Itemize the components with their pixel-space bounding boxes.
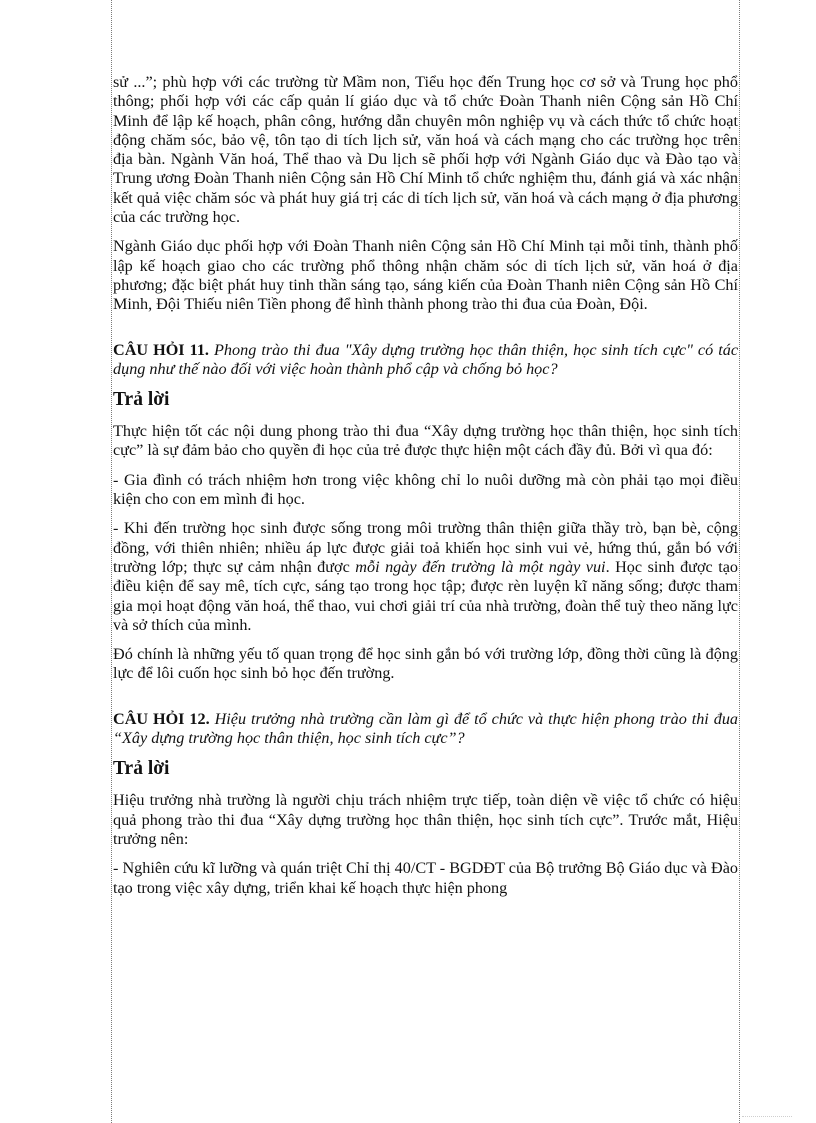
question-text: Phong trào thi đua "Xây dựng trường học thân thiện, học sinh tích cực" có tác dụng như thế nào đối với việc hoàn thành phổ cập và chống bỏ học?	[113, 340, 739, 378]
answer-bullet	[113, 519, 738, 635]
body-paragraph: sử ...”; phù hợp với các trường từ Mầm non, Tiểu học đến Trung học cơ sở và Trung học phổ thông; phối hợp với các cấp quản lí giáo dục và tổ chức Đoàn Thanh niên Cộng sản Hồ Chí Minh để lập kế hoạch, phân công, hướng dẫn chuyên môn nghiệp vụ và cách thức tổ chức hoạt động chăm sóc, bảo vệ, tôn tạo di tích lịch sử, văn hoá và cách mạng cho các trường học trên địa bàn. Ngành Văn hoá, Thể thao và Du lịch sẽ phối hợp với Ngành Giáo dục và Đào tạo và Trung ương Đoàn Thanh niên Cộng sản Hồ Chí Minh tổ chức nghiệm thu, đánh giá và xác nhận kết quả việc chăm sóc và phát huy giá trị các di tích lịch sử, văn hoá và cách mạng ở địa phương của các trường học.	[113, 73, 738, 227]
answer-text: . Học sinh được tạo điều kiện để say mê, tích cực, sáng tạo trong học tập; được rèn luyện kĩ năng sống; được tham gia mọi hoạt động văn hoá, thể thao, vui chơi giải trí của nhà trường, đoàn thể tuỳ theo năng lực và sở thích của mình.	[113, 557, 738, 634]
footer-guide	[742, 1116, 792, 1117]
question-11	[113, 341, 738, 380]
answer-paragraph: Đó chính là những yếu tố quan trọng để học sinh gắn bó với trường lớp, đồng thời cũng là động lực để lôi cuốn học sinh bỏ học đến trường.	[113, 645, 738, 683]
answer-bullet: - Gia đình có trách nhiệm hơn trong việc không chỉ lo nuôi dưỡng mà còn phải tạo mọi điều kiện cho con em mình đi học.	[113, 470, 738, 509]
answer-paragraph: Thực hiện tốt các nội dung phong trào thi đua “Xây dựng trường học thân thiện, học sinh tích cực” là sự đảm bảo cho quyền đi học của trẻ được thực hiện một cách đầy đủ. Bởi vì qua đó:	[113, 422, 738, 460]
answer-text: - Khi đến trường học sinh được sống trong môi trường thân thiện giữa thầy trò, bạn bè, cộng đồng, với thiên nhiên; nhiều áp lực được giải toả khiến học sinh vui vẻ, hứng thú, gắn bó với trường lớp; thực sự cảm nhận được	[113, 519, 738, 576]
answer-bullet: - Nghiên cứu kĩ lưỡng và quán triệt Chỉ thị 40/CT - BGDĐT của Bộ trưởng Bộ Giáo dục và Đào tạo trong việc xây dựng, triển khai kế hoạch thực hiện phong	[113, 859, 738, 897]
document-body	[113, 73, 738, 908]
right-margin-guide	[739, 0, 740, 1123]
answer-italic-text: mỗi ngày đến trường là một ngày vui	[355, 557, 606, 576]
answer-heading: Trả lời	[113, 758, 170, 780]
question-text: Hiệu trưởng nhà trường cần làm gì để tổ chức và thực hiện phong trào thi đua “Xây dựng trường học thân thiện, học sinh tích cực”?	[113, 709, 739, 748]
body-paragraph: Ngành Giáo dục phối hợp với Đoàn Thanh niên Cộng sản Hồ Chí Minh tại mỗi tỉnh, thành phố lập kế hoạch giao cho các trường phổ thông nhận chăm sóc di tích lịch sử, văn hoá ở địa phương; đặc biệt phát huy tinh thần sáng tạo, sáng kiến của Đoàn Thanh niên Cộng sản Hồ Chí Minh, Đội Thiếu niên Tiền phong để hình thành phong trào thi đua của Đoàn, Đội.	[113, 237, 738, 314]
answer-heading: Trả lời	[113, 389, 170, 411]
question-12	[113, 710, 738, 749]
question-label: CÂU HỎI 11.	[113, 340, 209, 359]
left-margin-guide	[111, 0, 112, 1123]
question-label: CÂU HỎI 12.	[113, 709, 210, 728]
answer-paragraph: Hiệu trưởng nhà trường là người chịu trách nhiệm trực tiếp, toàn diện về việc tổ chức có hiệu quả phong trào thi đua “Xây dựng trường học thân thiện, học sinh tích cực”. Trước mắt, Hiệu trưởng nên:	[113, 791, 738, 848]
